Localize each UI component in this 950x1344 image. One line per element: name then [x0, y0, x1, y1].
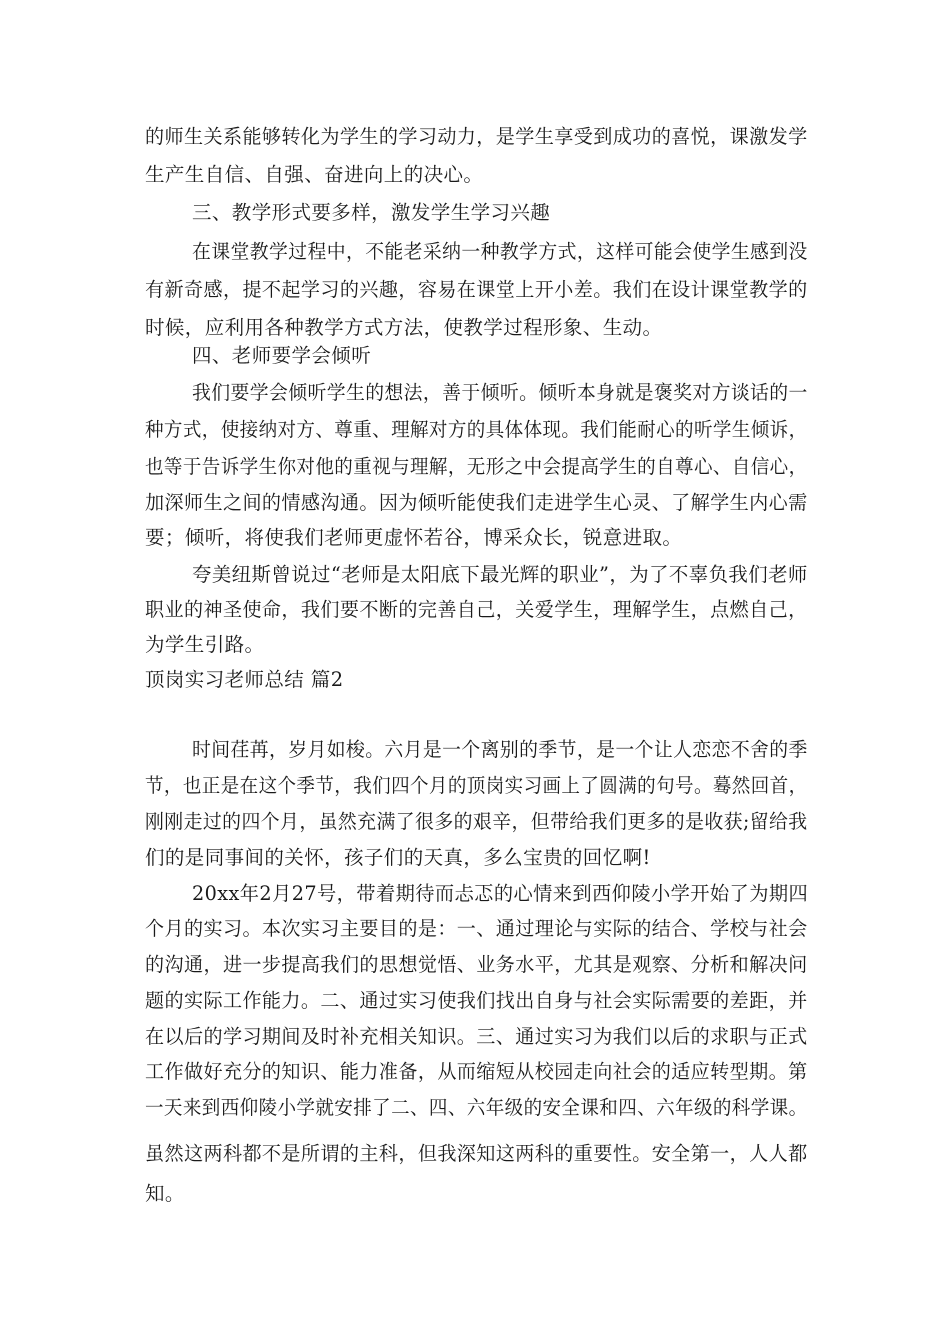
section-heading: 四、老师要学会倾听 [192, 344, 372, 367]
text-line: 刚刚走过的四个月，虽然充满了很多的艰辛，但带给我们更多的是收获;留给我 [145, 810, 808, 833]
text-line: 个月的实习。本次实习主要目的是：一、通过理论与实际的结合、学校与社会 [145, 917, 808, 940]
text-line: 20xx年2月27号，带着期待而忐忑的心情来到西仰陵小学开始了为期四 [192, 882, 809, 905]
text-line: 加深师生之间的情感沟通。因为倾听能使我们走进学生心灵、了解学生内心需 [145, 491, 808, 514]
text-line: 们的是同事间的关怀，孩子们的天真，多么宝贵的回忆啊! [145, 846, 651, 869]
text-line: 的师生关系能够转化为学生的学习动力，是学生享受到成功的喜悦，课激发学 [145, 125, 808, 148]
text-line: 时间荏苒，岁月如梭。六月是一个离别的季节，是一个让人恋恋不舍的季 [192, 738, 808, 761]
text-line: 为学生引路。 [145, 633, 265, 656]
text-line: 知。 [145, 1182, 185, 1205]
text-line: 职业的神圣使命，我们要不断的完善自己，关爱学生，理解学生，点燃自己， [145, 598, 808, 621]
text-line: 的沟通，进一步提高我们的思想觉悟、业务水平，尤其是观察、分析和解决问 [145, 953, 808, 976]
text-line: 有新奇感，提不起学习的兴趣，容易在课堂上开小差。我们在设计课堂教学的 [145, 278, 808, 301]
text-line: 夸美纽斯曾说过“老师是太阳底下最光辉的职业”，为了不辜负我们老师 [192, 563, 808, 586]
text-line: 在课堂教学过程中，不能老采纳一种教学方式，这样可能会使学生感到没 [192, 240, 808, 263]
text-line: 时候，应利用各种教学方式方法，使教学过程形象、生动。 [145, 316, 663, 339]
text-line: 要；倾听，将使我们老师更虚怀若谷，博采众长，锐意进取。 [145, 526, 683, 549]
text-line: 题的实际工作能力。二、通过实习使我们找出自身与社会实际需要的差距，并 [145, 989, 808, 1012]
text-line: 节，也正是在这个季节，我们四个月的顶岗实习画上了圆满的句号。蓦然回首， [145, 774, 808, 797]
section-heading: 三、教学形式要多样，激发学生学习兴趣 [192, 201, 551, 224]
section-title: 顶岗实习老师总结 篇2 [145, 668, 344, 691]
text-line: 生产生自信、自强、奋进向上的决心。 [145, 163, 484, 186]
text-line: 工作做好充分的知识、能力准备，从而缩短从校园走向社会的适应转型期。第 [145, 1060, 808, 1083]
text-line: 在以后的学习期间及时补充相关知识。三、通过实习为我们以后的求职与正式 [145, 1025, 808, 1048]
text-line: 一天来到西仰陵小学就安排了二、四、六年级的安全课和四、六年级的科学课。 [145, 1096, 808, 1119]
text-line: 虽然这两科都不是所谓的主科，但我深知这两科的重要性。安全第一，人人都 [145, 1142, 808, 1165]
text-line: 我们要学会倾听学生的想法，善于倾听。倾听本身就是褒奖对方谈话的一 [192, 381, 808, 404]
text-line: 也等于告诉学生你对他的重视与理解，无形之中会提高学生的自尊心、自信心， [145, 455, 808, 478]
text-line: 种方式，使接纳对方、尊重、理解对方的具体体现。我们能耐心的听学生倾诉， [145, 418, 808, 441]
